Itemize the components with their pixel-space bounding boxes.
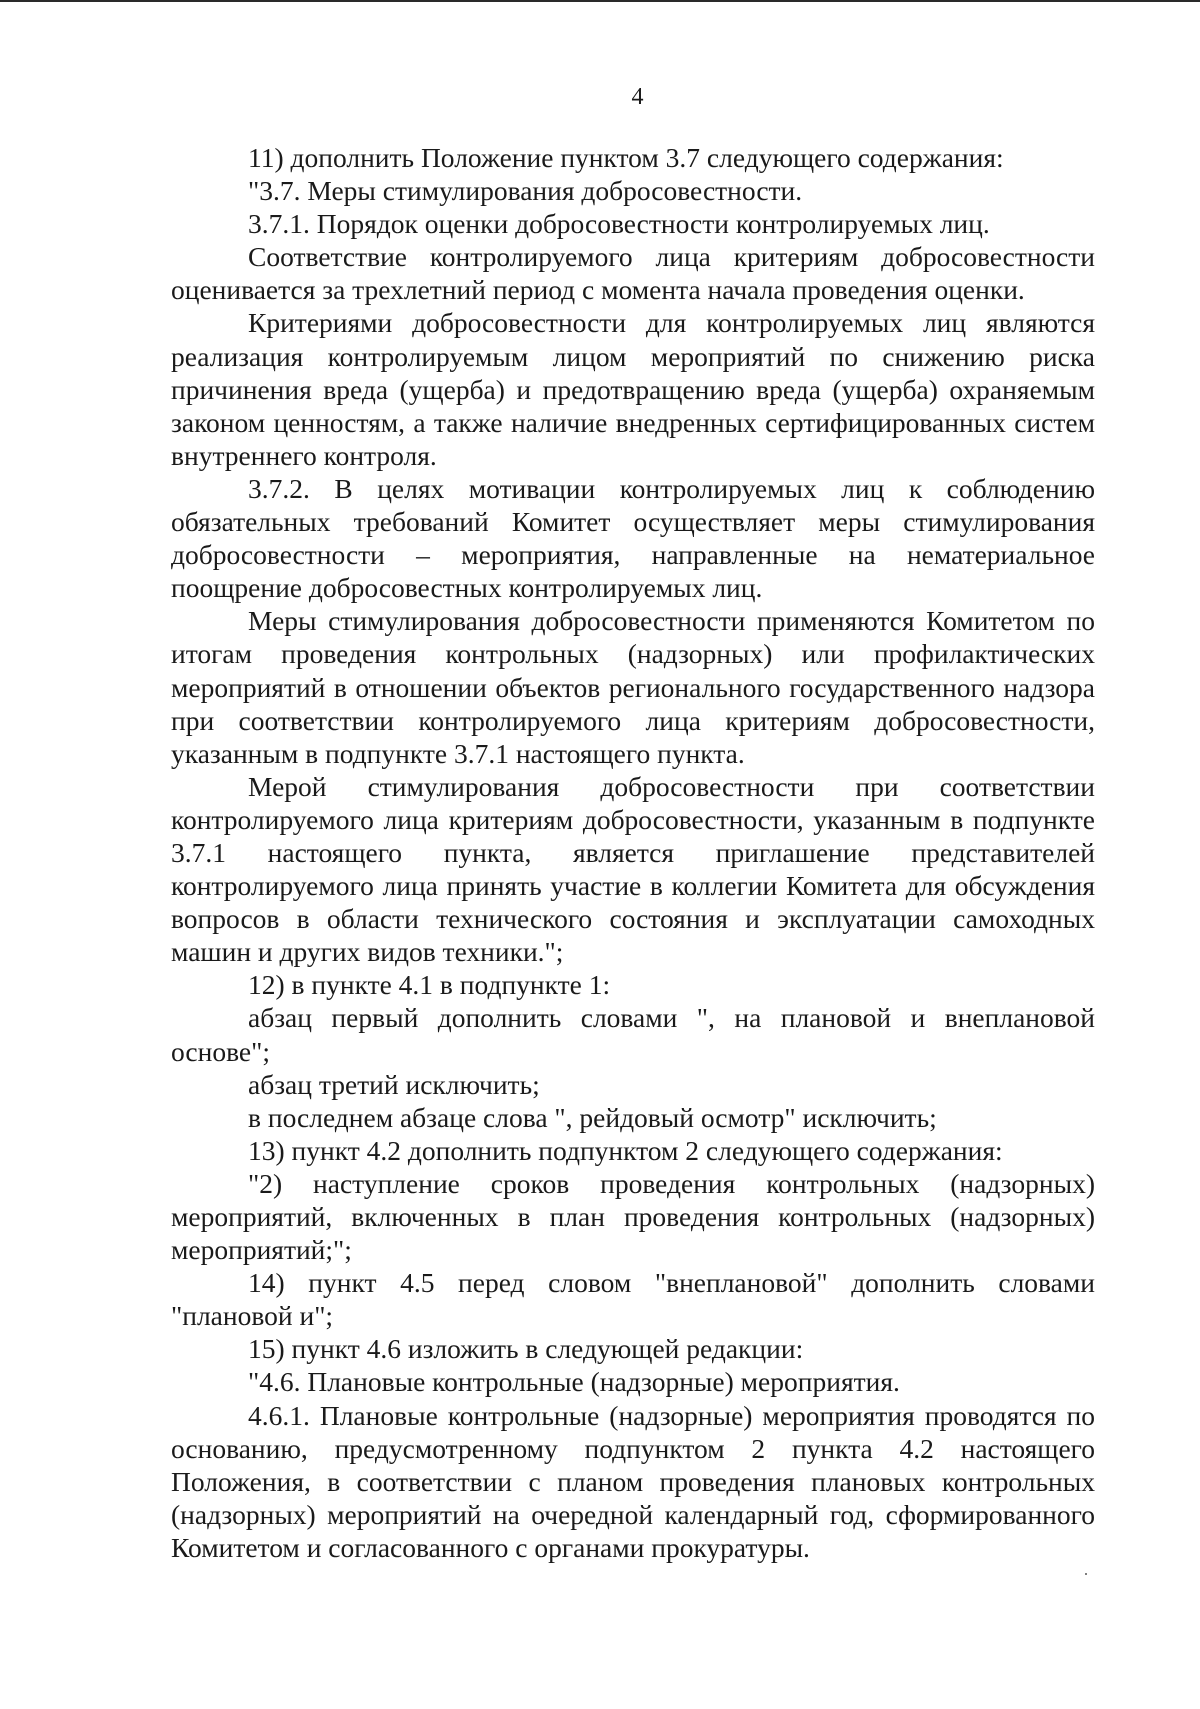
paragraph: абзац третий исключить; [248,1068,540,1100]
paragraph: 12) в пункте 4.1 в подпункте 1: [248,969,611,1001]
paragraph: 3.7.1. Порядок оценки добросовестности контролируемых лиц. [248,208,990,240]
paragraph: 13) пункт 4.2 дополнить подпунктом 2 следующего содержания: [248,1134,1003,1166]
paragraph: Мерой стимулирования добросовестности при соответствии контролируемого лица критериям добросовестности, указанным в подпункте 3.7.1 настоящего пункта, является приглашение представителей контролируемого лица принять участие в коллегии Комитета для обсуждения вопросов в области технического состояния и эксплуатации самоходных машин и других видов техники."; [171,770,1095,968]
paragraph: 3.7.2. В целях мотивации контролируемых лиц к соблюдению обязательных требований Комитет осуществляет меры стимулирования добросовестности – мероприятия, направленные на нематериальное поощрение добросовестных контролируемых лиц. [171,472,1095,604]
paragraph: 4.6.1. Плановые контрольные (надзорные) мероприятия проводятся по основанию, предусмотренному подпунктом 2 пункта 4.2 настоящего Положения, в соответствии с планом проведения плановых контрольных (надзорных) мероприятий на очередной календарный год, сформированного Комитетом и согласованного с органами прокуратуры. [171,1399,1095,1563]
paragraph: 15) пункт 4.6 изложить в следующей редакции: [248,1333,804,1365]
scan-speck [1085,1573,1087,1575]
paragraph: в последнем абзаце слова ", рейдовый осмотр" исключить; [248,1101,937,1133]
page-number: 4 [631,84,644,110]
paragraph: Меры стимулирования добросовестности применяются Комитетом по итогам проведения контрольных (надзорных) или профилактических мероприятий в отношении объектов регионального государственного надзора при соответствии контролируемого лица критериям добросовестности, указанным в подпункте 3.7.1 настоящего пункта. [171,605,1095,769]
paragraph: 11) дополнить Положение пунктом 3.7 следующего содержания: [248,142,1004,173]
paragraph: "4.6. Плановые контрольные (надзорные) мероприятия. [248,1366,900,1398]
paragraph: "3.7. Меры стимулирования добросовестности. [248,175,803,207]
paragraph: "2) наступление сроков проведения контрольных (надзорных) мероприятий, включенных в план проведения контрольных (надзорных) мероприятий;"; [171,1167,1095,1266]
document-body [171,141,1095,1564]
paragraph: Соответствие контролируемого лица критериям добросовестности оценивается за трехлетний период с момента начала проведения оценки. [171,241,1095,306]
paragraph: абзац первый дополнить словами ", на плановой и внеплановой основе"; [171,1002,1095,1067]
paragraph: Критериями добросовестности для контролируемых лиц являются реализация контролируемым лицом мероприятий по снижению риска причинения вреда (ущерба) и предотвращению вреда (ущерба) охраняемым законом ценностям, а также наличие внедренных сертифицированных систем внутреннего контроля. [171,307,1095,471]
scan-edge-line [0,0,1200,2]
paragraph: 14) пункт 4.5 перед словом "внеплановой" дополнить словами "плановой и"; [171,1267,1095,1332]
